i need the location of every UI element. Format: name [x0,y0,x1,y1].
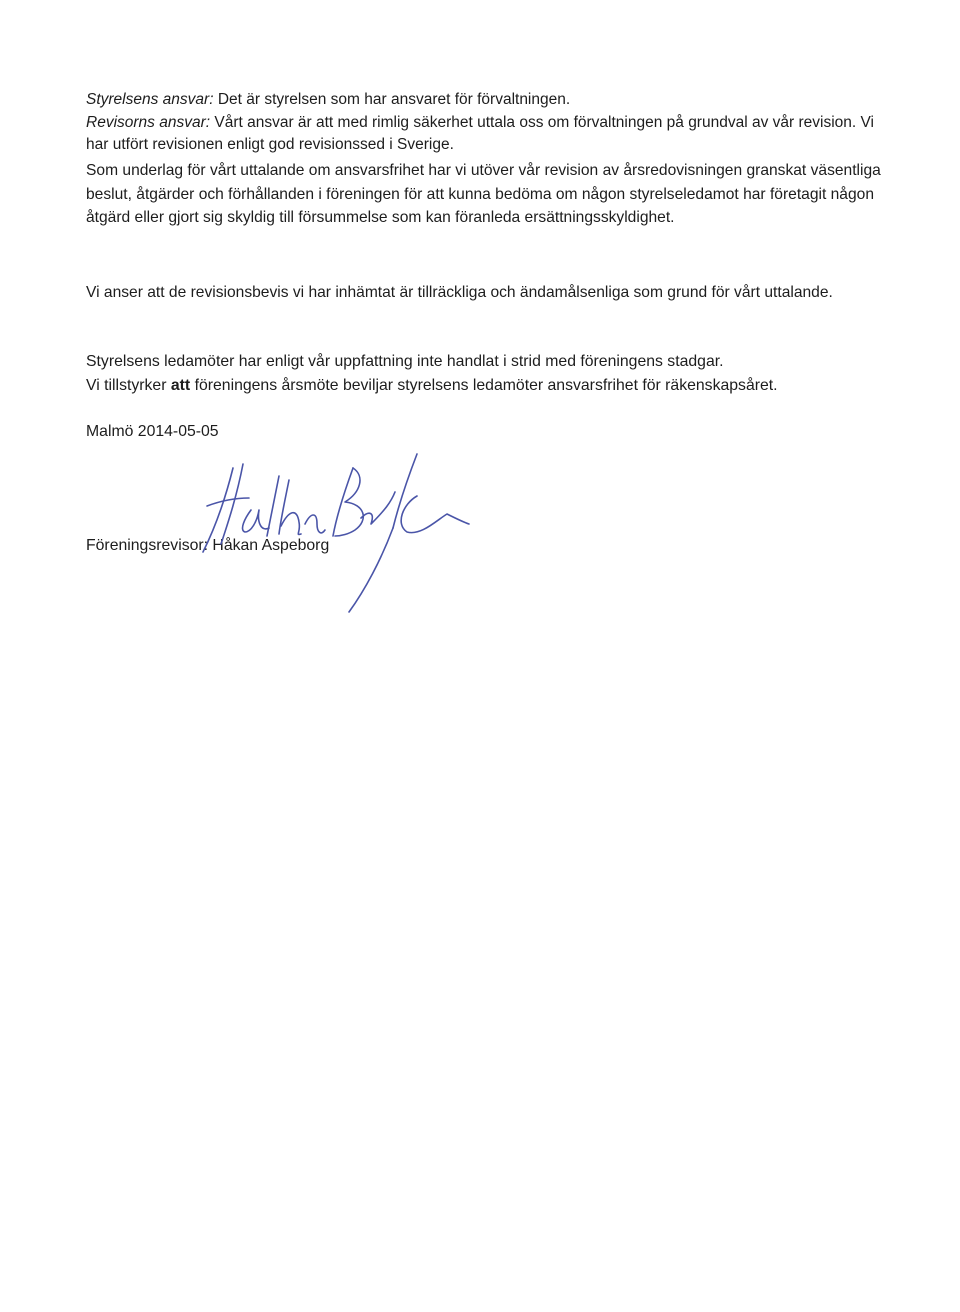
signature-stroke [243,510,269,532]
signature-stroke [281,513,301,535]
audit-basis-text: Som underlag för vårt uttalande om ansvarsfrihet har vi utöver vår revision av årsredovisningen granskat väsentliga beslut, åtgärder och förhållanden i föreningen för att kunna bedöma om någon styrelseledamot har företagit någon åtgärd eller gjort sig skyldig till försummelse som kan föranleda ersättningsskyldighet. [86,162,881,226]
handwritten-signature [185,440,485,620]
responsibility-section [86,89,886,157]
place-date: Malmö 2014-05-05 [86,423,219,440]
auditor-responsibility [86,112,886,157]
evidence-text: Vi anser att de revisionsbevis vi har inhämtat är tillräckliga och ändamålsenliga som grund för vårt uttalande. [86,284,833,301]
signature-stroke [207,498,249,506]
opinion-line-2 [86,374,886,398]
signature-stroke [349,528,393,612]
opinion-line-2-end: föreningens årsmöte beviljar styrelsens ledamöter ansvarsfrihet för räkenskapsåret. [194,376,778,394]
opinion-line-2-bold: att [170,376,191,394]
signature-stroke [401,496,469,533]
signature-stroke [267,476,279,536]
board-responsibility [86,89,886,112]
auditor-responsibility-label: Revisorns ansvar: [86,113,211,131]
opinion-line-2-start: Vi tillstyrker [86,376,167,394]
board-responsibility-label: Styrelsens ansvar: [86,91,214,108]
signature-stroke [305,515,325,533]
signature-stroke [203,468,233,552]
board-responsibility-text: Det är styrelsen som har ansvaret för förvaltningen. [217,91,571,108]
signature-stroke [361,492,395,524]
auditor-responsibility-text: Vårt ansvar är att med rimlig säkerhet uttala oss om förvaltningen på grundval av vår revision. Vi har utfört revisionen enligt god revisionssed i Sverige. [86,113,874,153]
opinion-paragraph [86,350,886,397]
signature-stroke [393,454,417,528]
audit-basis-paragraph [86,159,886,230]
signatory-line: Föreningsrevisor: Håkan Aspeborg [86,537,330,554]
opinion-line-1: Styrelsens ledamöter har enligt vår uppfattning inte handlat i strid med föreningens stadgar. [86,353,724,370]
evidence-paragraph [86,281,886,305]
signature-stroke [221,464,243,544]
